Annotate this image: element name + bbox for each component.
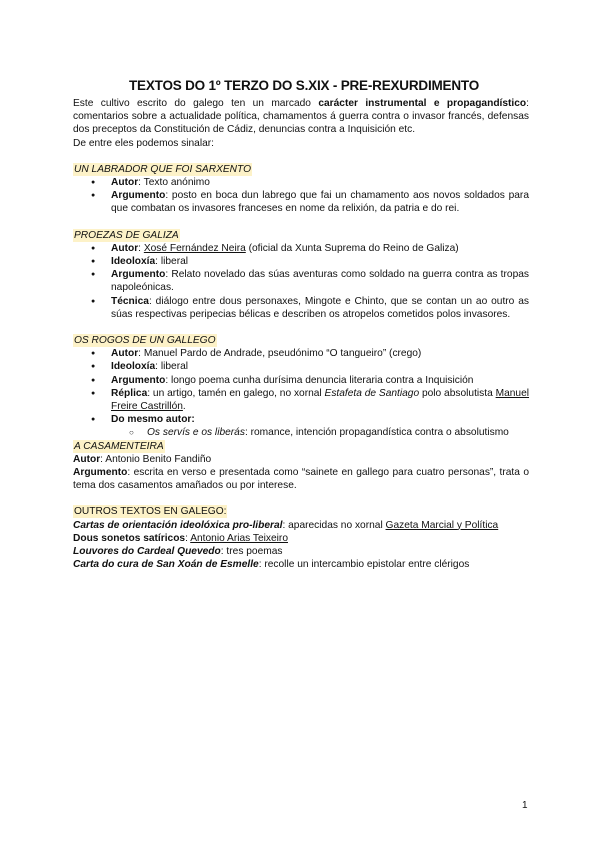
paragraph — [73, 519, 529, 532]
newspaper-title: Estafeta de Santiago — [324, 387, 420, 399]
newspaper-link[interactable]: Gazeta Marcial y Política — [385, 519, 499, 531]
work-title: Carta do cura de San Xoán de Esmelle — [73, 559, 259, 571]
list-item — [111, 268, 529, 294]
item-text: : — [185, 532, 191, 544]
item-text: : liberal — [155, 361, 189, 373]
paragraph — [73, 545, 529, 558]
work-title: Louvores do Cardeal Quevedo — [73, 546, 221, 558]
section-heading: OS ROGOS DE UN GALLEGO — [74, 335, 216, 347]
list-item — [111, 255, 529, 268]
list-item — [111, 387, 529, 413]
bullet-list — [73, 176, 529, 216]
item-label: Argumento — [111, 190, 166, 202]
intro-emphasis: carácter instrumental e propagandístico — [318, 98, 527, 109]
item-text: : posto en boca dun labrego que fai un chamamento aos novos soldados para que combatan os invasores franceses en nome da relixión, da patria e do rei. — [111, 190, 529, 215]
paragraph — [73, 466, 529, 492]
list-item — [111, 413, 529, 439]
author-link[interactable]: Xosé Fernández Neira — [143, 242, 246, 254]
item-text: : Texto anónimo — [138, 177, 210, 189]
item-label: Argumento — [111, 374, 166, 386]
author-link[interactable]: Antonio Arias Teixeiro — [190, 532, 288, 544]
item-text: : Relato novelado das súas aventuras como soldado na guerra contra as tropas napoleónicas. — [111, 269, 529, 294]
intro-lead: De entre eles podemos sinalar: — [73, 137, 215, 149]
item-text: : aparecidas no xornal — [282, 519, 386, 531]
item-text: : escrita en verso e presentada como “sainete en gallego para cuatro personas”, trata o tema dos casamentos amañados ou por interese. — [73, 467, 529, 492]
item-label: Argumento — [111, 269, 166, 281]
sub-bullet-list — [111, 426, 529, 439]
section-heading: PROEZAS DE GALIZA — [74, 229, 179, 241]
bullet-list — [73, 242, 529, 321]
document-page — [73, 77, 529, 572]
paragraph — [73, 532, 529, 545]
list-item — [111, 347, 529, 360]
item-label: Do mesmo autor — [111, 414, 192, 426]
list-item — [111, 295, 529, 321]
item-label: Réplica — [111, 387, 148, 399]
item-label: Autor — [111, 242, 139, 254]
paragraph — [73, 558, 529, 571]
list-item — [111, 360, 529, 373]
item-text: : Antonio Benito Fandiño — [100, 453, 212, 465]
item-label: Autor — [73, 453, 101, 465]
bullet-list — [73, 347, 529, 439]
item-text: : longo poema cunha durísima denuncia literaria contra a Inquisición — [165, 374, 474, 386]
intro-text-rest: : comentarios sobre a actualidade política, chamamentos á guerra contra o invasor francés, defensas dos preceptos da Constitución de Cádiz, denuncias contra a Inquisición etc. — [73, 98, 529, 136]
sub-list-item — [147, 426, 529, 439]
author-link[interactable]: Manuel Freire Castrillón — [111, 387, 530, 413]
item-text: : liberal — [155, 256, 189, 268]
item-label: Autor — [111, 177, 139, 189]
intro-paragraph — [73, 97, 529, 150]
item-text: : romance, intención propagandística contra o absolutismo — [244, 427, 509, 439]
work-title: Dous sonetos satíricos — [73, 532, 186, 544]
list-item — [111, 176, 529, 189]
page-number: 1 — [522, 800, 528, 811]
section-rogos — [73, 334, 529, 440]
item-label: Ideoloxía — [111, 256, 156, 268]
item-label: Técnica — [111, 295, 149, 307]
work-title: Cartas de orientación ideolóxica pro-liberal — [73, 519, 283, 531]
work-title: Os servís e os liberás — [147, 427, 245, 439]
section-outros — [73, 505, 529, 571]
section-labrador — [73, 163, 529, 216]
section-heading: UN LABRADOR QUE FOI SARXENTO — [74, 163, 251, 175]
item-text: : un artigo, tamén en galego, no xornal — [147, 387, 325, 399]
item-text: : — [191, 414, 195, 426]
section-heading: A CASAMENTEIRA — [74, 440, 164, 452]
page-title: TEXTOS DO 1º TERZO DO S.XIX - PRE-REXURDIMENTO — [128, 78, 480, 93]
item-text: : — [138, 242, 144, 254]
intro-text: Este cultivo escrito do galego ten un marcado — [73, 98, 319, 109]
paragraph — [73, 453, 529, 466]
section-heading: OUTROS TEXTOS EN GALEGO: — [74, 506, 227, 518]
item-label: Autor — [111, 348, 139, 360]
item-text: polo absolutista — [419, 387, 496, 399]
item-text: : recolle un intercambio epistolar entre clérigos — [258, 559, 470, 571]
item-label: Argumento — [73, 467, 128, 479]
item-text: . — [182, 401, 186, 413]
item-text: : Manuel Pardo de Andrade, pseudónimo “O tangueiro” (crego) — [138, 348, 422, 360]
list-item — [111, 242, 529, 255]
list-item — [111, 189, 529, 215]
item-text: : tres poemas — [220, 546, 283, 558]
section-casamenteira — [73, 440, 529, 493]
item-text: (oficial da Xunta Suprema do Reino de Galiza) — [245, 242, 459, 254]
item-label: Ideoloxía — [111, 361, 156, 373]
section-proezas — [73, 229, 529, 321]
list-item — [111, 374, 529, 387]
item-text: : diálogo entre dous personaxes, Mingote e Chinto, que se contan un ao outro as súas respectivas peripecias bélicas e describen os atropelos cometidos polos invasores. — [111, 295, 529, 320]
